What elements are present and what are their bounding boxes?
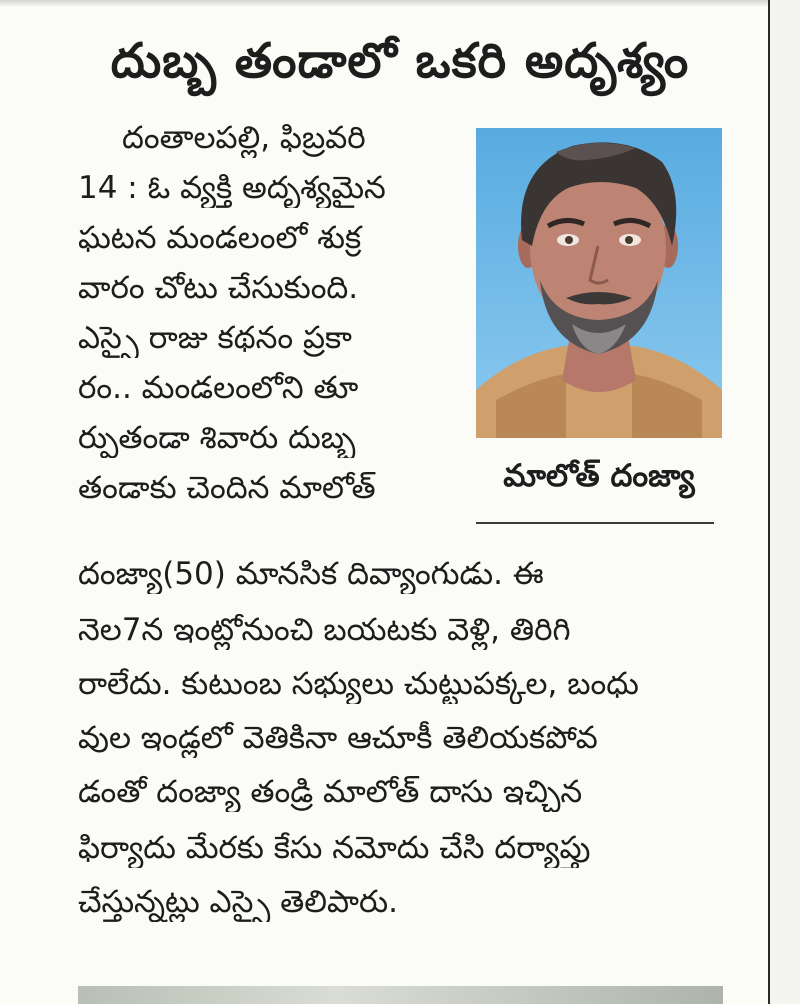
body-line-8: తండాకు చెందిన మాలోత్ — [78, 470, 376, 506]
body-line-12: వుల ఇండ్లలో వెతికినా ఆచూకీ తెలియకపోవ — [78, 720, 598, 756]
body-line-6: రం.. మండలంలోని తూ — [78, 370, 359, 406]
body-line-5: ఎస్సై రాజు కథనం ప్రకా — [78, 320, 352, 356]
missing-person-photo — [476, 128, 722, 438]
next-article-image-edge — [78, 986, 723, 1004]
body-line-3: ఘటన మండలంలో శుక్ర — [78, 220, 362, 256]
right-page-margin — [770, 0, 800, 1004]
body-line-4: వారం చోటు చేసుకుంది. — [78, 270, 359, 306]
body-line-10: నెల7న ఇంట్లోనుంచి బయటకు వెళ్లి, తిరిగి — [78, 612, 571, 648]
photo-caption: మాలోత్ దంజ్యా — [503, 458, 695, 494]
top-edge-strip — [0, 0, 800, 6]
caption-underline — [476, 522, 714, 524]
body-line-1: దంతాలపల్లి, ఫిబ్రవరి — [122, 120, 366, 156]
article-headline: దుబ్బ తండాలో ఒకరి అదృశ్యం — [110, 33, 690, 89]
portrait-illustration — [476, 128, 722, 438]
body-line-11: రాలేదు. కుటుంబ సభ్యులు చుట్టుపక్కల, బంధు — [78, 666, 639, 702]
body-line-7: ర్పుతండా శివారు దుబ్బ — [78, 420, 356, 456]
body-line-13: డంతో దంజ్యా తండ్రి మాలోత్ దాసు ఇచ్చిన — [78, 774, 583, 810]
body-line-9: దంజ్యా(50) మానసిక దివ్యాంగుడు. ఈ — [78, 556, 544, 592]
body-line-14: ఫిర్యాదు మేరకు కేసు నమోదు చేసి దర్యాప్తు — [78, 830, 591, 866]
body-line-2: 14 : ఓ వ్యక్తి అదృశ్యమైన — [78, 170, 386, 206]
body-line-15: చేస్తున్నట్లు ఎస్సై తెలిపారు. — [78, 884, 398, 920]
